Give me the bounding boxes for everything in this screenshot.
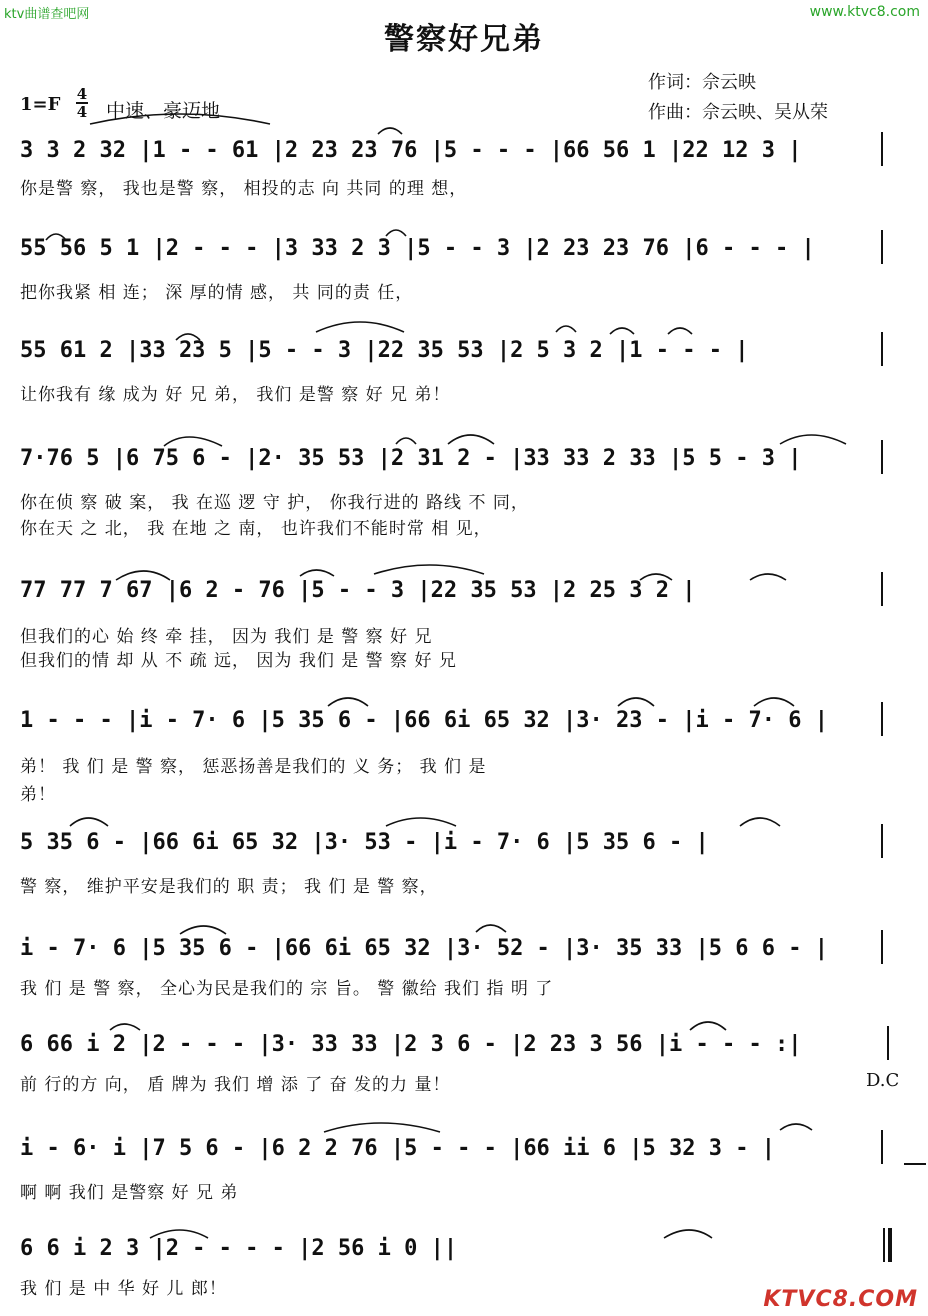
slur: [300, 570, 334, 576]
score-system-6-lyrics-verse-2: 弟！: [20, 785, 56, 805]
score-system-6-notes: 1 - - - |i - 7· 6 |5 35 6 - |66 6i 65 32 |3· 23 - |i - 7· 6 |: [20, 708, 828, 733]
slur: [640, 574, 672, 580]
score-system-1-notes: 3 3 2 32 |1 - - 61 |2 23 23 76 |5 - - - |66 56 1 |22 12 3 |: [20, 138, 802, 163]
score-system-1-lyrics: 你是警 察， 我也是警 察， 相投的志 向 共同 的理 想，: [20, 179, 468, 199]
time-signature-top: 4: [76, 85, 88, 103]
slur: [378, 128, 402, 134]
time-signature-bottom: 4: [76, 103, 88, 121]
lyricist-credit: 作词：佘云映: [648, 72, 756, 93]
watermark-right: www.ktvc8.com: [809, 4, 920, 20]
slur: [618, 698, 654, 706]
composer-credit: 作曲：佘云映、吴从荣: [648, 102, 828, 123]
slur: [374, 565, 484, 574]
score-system-8-lyrics: 我 们 是 警 察， 全心为民是我们的 宗 旨。 警 徽给 我们 指 明 了: [20, 979, 554, 999]
score-system-2-lyrics: 把你我紧 相 连； 深 厚的情 感， 共 同的责 任，: [20, 283, 414, 303]
slur: [448, 435, 494, 444]
score-system-7-notes: 5 35 6 - |66 6i 65 32 |3· 53 - |i - 7· 6 |5 35 6 - |: [20, 830, 709, 855]
slur: [610, 328, 634, 334]
score-system-4-lyrics-verse-2: 你在天 之 北， 我 在地 之 南， 也许我们不能时常 相 见，: [20, 519, 492, 539]
slur: [110, 1024, 140, 1030]
slur: [740, 818, 780, 826]
slur: [150, 1230, 208, 1238]
slur: [316, 322, 404, 332]
slur: [668, 328, 692, 334]
score-system-4-notes: 7·76 5 |6 75 6 - |2· 35 53 |2 31 2 - |33 33 2 33 |5 5 - 3 |: [20, 446, 802, 471]
slur: [690, 1022, 726, 1030]
slur: [116, 571, 170, 580]
tempo-marking: 中速、豪迈地: [106, 100, 221, 122]
slur: [386, 230, 406, 236]
da-capo-marking: D.C: [866, 1070, 900, 1091]
slur: [780, 435, 846, 444]
score-system-9-notes: 6 66 i 2 |2 - - - |3· 33 33 |2 3 6 - |2 23 3 56 |i - - - :|: [20, 1032, 802, 1057]
score-system-5-notes: 77 77 7 67 |6 2 - 76 |5 - - 3 |22 35 53 |2 25 3 2 |: [20, 578, 696, 603]
slur: [70, 818, 108, 826]
slur: [46, 234, 66, 240]
song-title: 警察好兄弟: [384, 22, 544, 57]
score-system-8-notes: i - 7· 6 |5 35 6 - |66 6i 65 32 |3· 52 - |3· 35 33 |5 6 6 - |: [20, 936, 828, 961]
slur: [324, 1123, 440, 1132]
score-system-2-notes: 55 56 5 1 |2 - - - |3 33 2 3 |5 - - 3 |2 23 23 76 |6 - - - |: [20, 236, 815, 261]
slur: [176, 334, 200, 340]
slur: [664, 1230, 712, 1238]
score-system-10-lyrics: 啊 啊 我们 是警察 好 兄 弟: [20, 1183, 239, 1203]
slur: [476, 925, 506, 932]
slur: [386, 818, 456, 826]
score-system-9-lyrics: 前 行的方 向， 盾 牌为 我们 增 添 了 奋 发的力 量！: [20, 1075, 451, 1095]
watermark-left: ktv曲谱查吧网: [4, 7, 90, 22]
slur: [396, 438, 416, 444]
score-system-3-lyrics: 让你我有 缘 成为 好 兄 弟， 我们 是警 察 好 兄 弟！: [20, 385, 451, 405]
score-system-6-lyrics-verse-1: 弟！ 我 们 是 警 察， 惩恶扬善是我们的 义 务； 我 们 是: [20, 757, 487, 777]
score-system-11-lyrics: 我 们 是 中 华 好 儿 郎！: [20, 1279, 227, 1299]
score-system-7-lyrics: 警 察， 维护平安是我们的 职 责； 我 们 是 警 察，: [20, 877, 438, 897]
slur: [556, 326, 576, 332]
slur: [328, 698, 368, 706]
key-signature: 1=F: [20, 94, 61, 115]
score-system-5-lyrics-verse-2: 但我们的情 却 从 不 疏 远， 因为 我们 是 警 察 好 兄: [20, 651, 457, 671]
slur: [180, 926, 226, 934]
slur: [754, 698, 794, 706]
score-system-4-lyrics-verse-1: 你在侦 察 破 案， 我 在巡 逻 守 护， 你我行进的 路线 不 同，: [20, 493, 529, 513]
score-system-3-notes: 55 61 2 |33 23 5 |5 - - 3 |22 35 53 |2 5 3 2 |1 - - - |: [20, 338, 749, 363]
score-system-11-notes: 6 6 i 2 3 |2 - - - - |2 56 i 0 ||: [20, 1236, 458, 1261]
slur: [750, 574, 786, 580]
score-system-10-notes: i - 6· i |7 5 6 - |6 2 2 76 |5 - - - |66 ii 6 |5 32 3 - |: [20, 1136, 775, 1161]
slur: [164, 437, 222, 446]
slur: [780, 1124, 812, 1130]
score-system-5-lyrics-verse-1: 但我们的心 始 终 牵 挂， 因为 我们 是 警 察 好 兄: [20, 627, 433, 647]
slur: [90, 114, 270, 124]
site-logo: KTVC8.COM: [763, 1287, 918, 1312]
